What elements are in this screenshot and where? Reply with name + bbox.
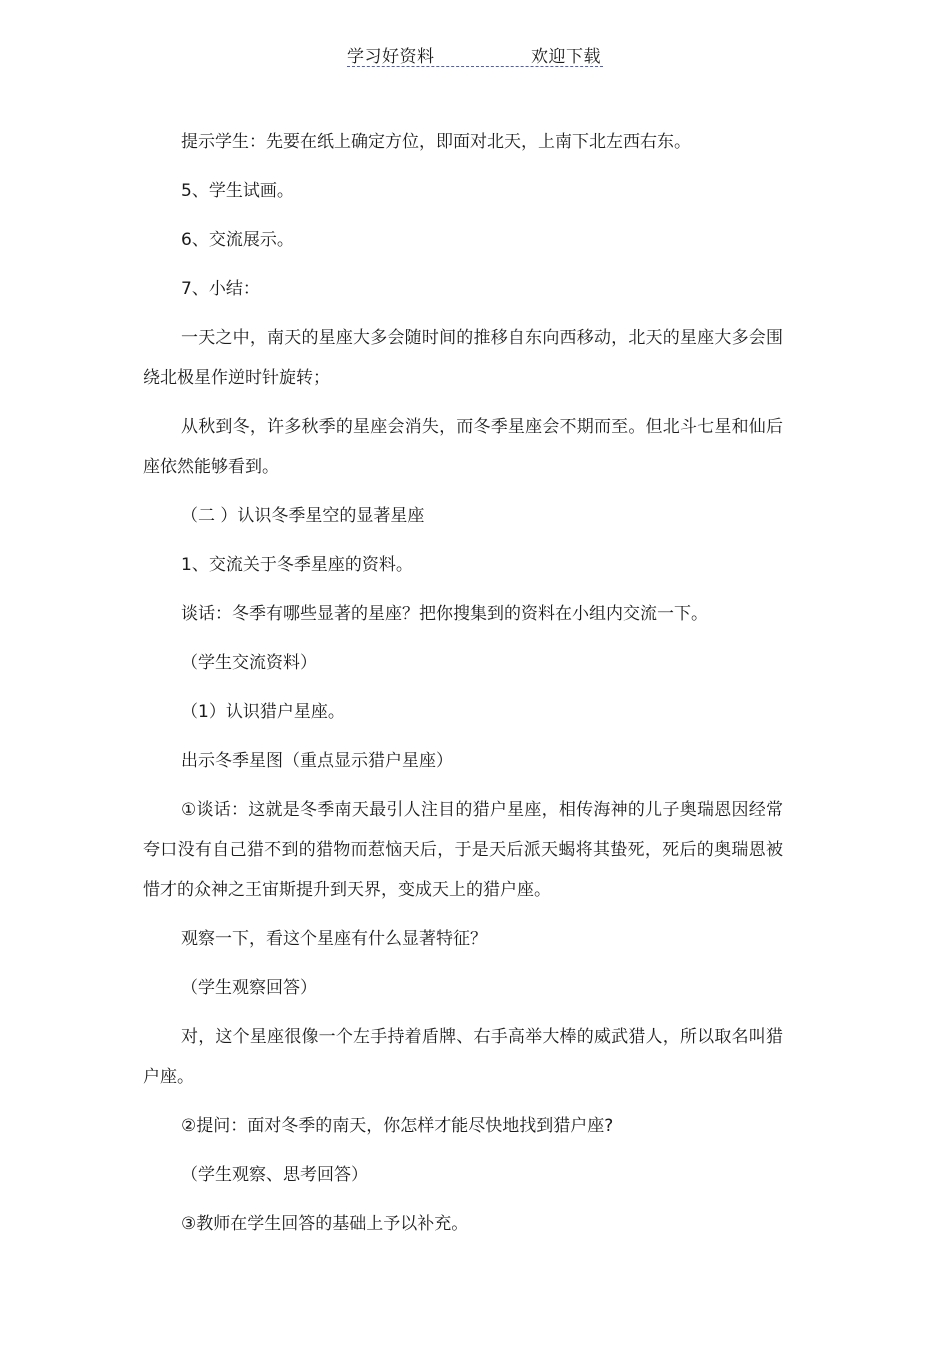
header-right-text: 欢迎下载: [531, 47, 601, 67]
paragraph: （学生交流资料）: [181, 653, 317, 673]
header-left-text: 学习好资料: [347, 47, 435, 67]
paragraph: 观察一下，看这个星座有什么显著特征？: [181, 929, 487, 949]
paragraph: 6、交流展示。: [181, 230, 294, 250]
section-heading: （二 ）认识冬季星空的显著星座: [181, 506, 425, 526]
paragraph: 出示冬季星图（重点显示猎户星座）: [181, 751, 453, 771]
paragraph: ②提问：面对冬季的南天，你怎样才能尽快地找到猎户座?: [181, 1116, 614, 1136]
paragraph: （学生观察、思考回答）: [181, 1165, 368, 1185]
paragraph: 对，这个星座很像一个左手持着盾牌、右手高举大棒的威武猎人，所以取名叫猎户座。: [143, 1027, 783, 1087]
paragraph: 从秋到冬，许多秋季的星座会消失，而冬季星座会不期而至。但北斗七星和仙后座依然能够看到。: [143, 417, 783, 477]
paragraph: ①谈话：这就是冬季南天最引人注目的猎户星座，相传海神的儿子奥瑞恩因经常夸口没有自己猎不到的猎物而惹恼天后，于是天后派天蝎将其蛰死，死后的奥瑞恩被惜才的众神之王宙斯提升到天界，变成天上的猎户座。: [143, 800, 783, 900]
paragraph: 5、学生试画。: [181, 181, 294, 201]
paragraph: 7、小结：: [181, 279, 260, 299]
paragraph: 一天之中，南天的星座大多会随时间的推移自东向西移动，北天的星座大多会围绕北极星作逆时针旋转；: [143, 328, 783, 388]
paragraph: 提示学生：先要在纸上确定方位，即面对北天，上南下北左西右东。: [181, 132, 691, 152]
paragraph: ③教师在学生回答的基础上予以补充。: [181, 1214, 469, 1234]
document-body: [143, 122, 783, 1253]
page-header: [347, 40, 603, 67]
paragraph: （1）认识猎户星座。: [181, 702, 345, 722]
paragraph: （学生观察回答）: [181, 978, 317, 998]
paragraph: 1、交流关于冬季星座的资料。: [181, 555, 413, 575]
paragraph: 谈话：冬季有哪些显著的星座？把你搜集到的资料在小组内交流一下。: [181, 604, 708, 624]
